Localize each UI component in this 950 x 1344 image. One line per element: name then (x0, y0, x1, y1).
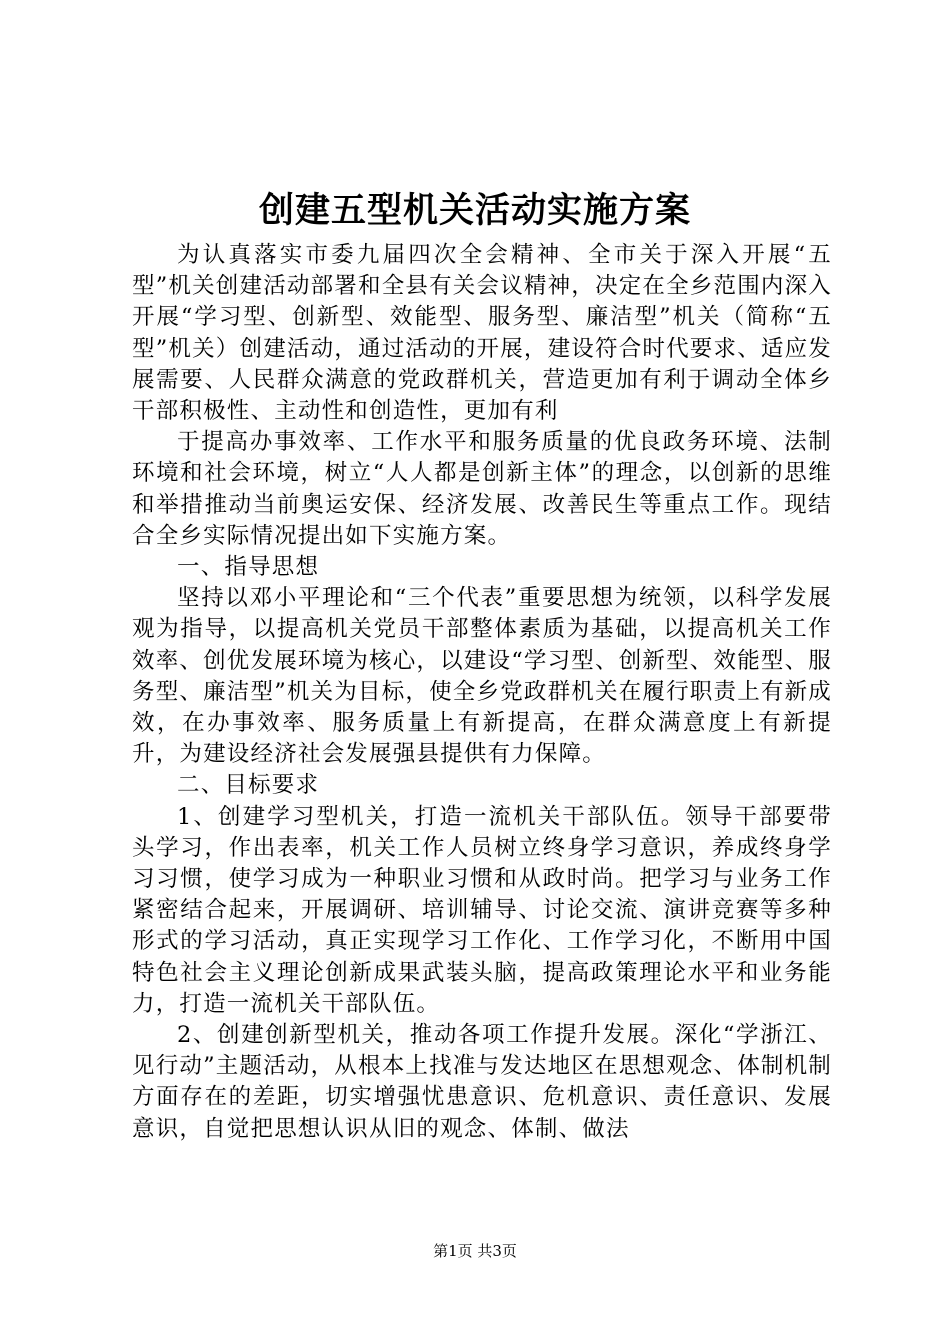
page-footer: 第1页 共3页 (433, 1242, 517, 1260)
paragraph-intro-continued: 于提高办事效率、工作水平和服务质量的优良政务环境、法制环境和社会环境，树立“人人都是创新主体”的理念，以创新的思维和举措推动当前奥运安保、经济发展、改善民生等重点工作。现结合全乡实际情况提出如下实施方案。 (132, 429, 832, 549)
paragraph-guiding-ideology: 坚持以邓小平理论和“三个代表”重要思想为统领，以科学发展观为指导，以提高机关党员干部整体素质为基础，以提高机关工作效率、创优发展环境为核心，以建设“学习型、创新型、效能型、服务型、廉洁型”机关为目标，使全乡党政群机关在履行职责上有新成效，在办事效率、服务质量上有新提高，在群众满意度上有新提升，为建设经济社会发展强县提供有力保障。 (132, 585, 833, 768)
section-heading-goals: 二、目标要求 (177, 772, 320, 799)
paragraph-goal-learning: 1、创建学习型机关，打造一流机关干部队伍。领导干部要带头学习，作出表率，机关工作人员树立终身学习意识，养成终身学习习惯，使学习成为一种职业习惯和从政时尚。把学习与业务工作紧密结合起来，开展调研、培训辅导、讨论交流、演讲竞赛等多种形式的学习活动，真正实现学习工作化、工作学习化，不断用中国特色社会主义理论创新成果武装头脑，提高政策理论水平和业务能力，打造一流机关干部队伍。 (132, 803, 832, 1017)
section-heading-guiding-ideology: 一、指导思想 (177, 554, 320, 581)
document-body (132, 240, 832, 1145)
paragraph-goal-innovation: 2、创建创新型机关，推动各项工作提升发展。深化“学浙江、见行动”主题活动，从根本上找准与发达地区在思想观念、体制机制方面存在的差距，切实增强忧患意识、危机意识、责任意识、发展意识，自觉把思想认识从旧的观念、体制、做法 (132, 1022, 833, 1142)
document-title: 创建五型机关活动实施方案 (258, 190, 691, 231)
paragraph-intro: 为认真落实市委九届四次全会精神、全市关于深入开展“五型”机关创建活动部署和全县有关会议精神，决定在全乡范围内深入开展“学习型、创新型、效能型、服务型、廉洁型”机关（简称“五型”机关）创建活动，通过活动的开展，建设符合时代要求、适应发展需要、人民群众满意的党政群机关，营造更加有利于调动全体乡干部积极性、主动性和创造性，更加有利 (132, 242, 833, 425)
